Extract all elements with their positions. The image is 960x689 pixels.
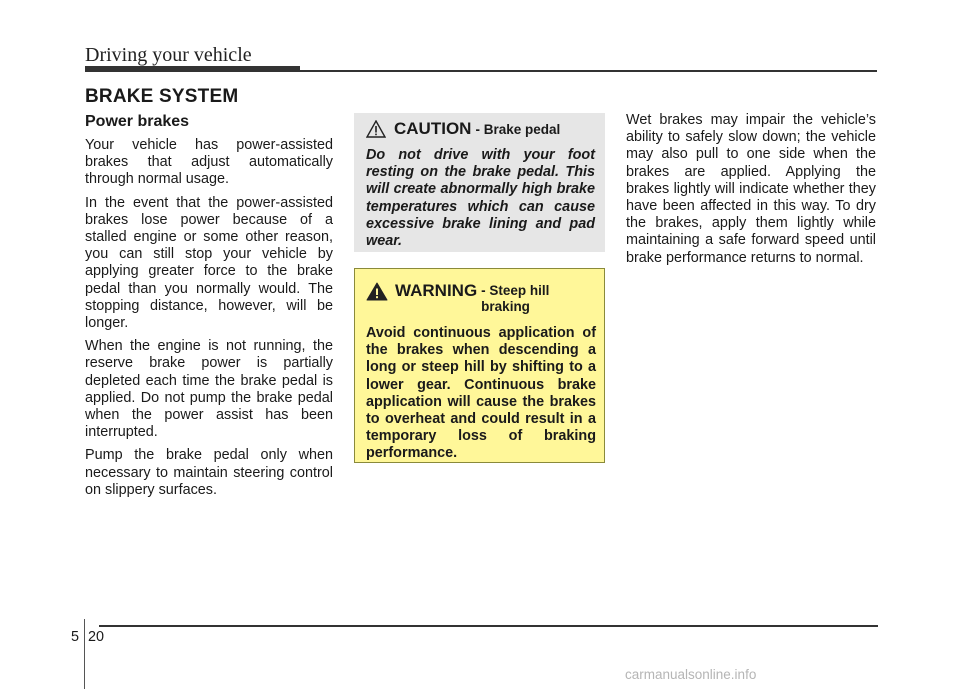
paragraph: Wet brakes may impair the vehicle’s ability to safely slow down; the vehicle may also pull to one side when the brakes are applied. Applying the brakes lightly will indicate whether they have been affected in this way. To dry the brakes, apply them lightly while maintaining a safe forward speed until brake performance returns to normal. xyxy=(626,112,876,266)
paragraph: When the engine is not running, the reserve brake power is partially depleted each time the brake pedal is applied. Do not pump the brake pedal when the power assist has been interrupted. xyxy=(85,338,333,441)
caution-triangle-icon xyxy=(366,120,386,138)
section-title: BRAKE SYSTEM xyxy=(85,86,239,107)
footer-divider xyxy=(84,619,85,689)
caution-header xyxy=(366,119,595,139)
warning-label: WARNING xyxy=(395,281,478,300)
left-column xyxy=(85,112,333,505)
warning-triangle-icon xyxy=(366,282,388,301)
warning-header xyxy=(366,281,596,315)
paragraph: In the event that the power-assisted brakes lose power because of a stalled engine or some other reason, you can still stop your vehicle by applying greater force to the brake pedal than you normally would. The stopping distance, however, will be longer. xyxy=(85,194,333,332)
header-rule-thick xyxy=(85,66,300,72)
power-brakes-heading: Power brakes xyxy=(85,113,190,130)
header-rule-thin xyxy=(300,70,877,72)
caution-subtitle: - Brake pedal xyxy=(475,121,561,137)
caution-text: Do not drive with your foot resting on the brake pedal. This will create abnormally high brake temperatures which can cause excessive brake lining and pad wear. xyxy=(366,147,595,250)
warning-text: Avoid continuous application of the brakes when descending a long or steep hill by shifting to a lower gear. Continuous brake application will cause the brakes to overheat and could result in a temporary loss of braking performance. xyxy=(366,325,596,462)
caution-box xyxy=(354,113,605,252)
footer-rule xyxy=(99,625,878,627)
warning-box xyxy=(354,268,605,463)
warning-subtitle: - Steep hill braking xyxy=(481,283,550,314)
caution-label: CAUTION xyxy=(394,119,472,138)
chapter-number: 5 xyxy=(71,629,80,645)
watermark: carmanualsonline.info xyxy=(625,667,757,682)
page-number: 20 xyxy=(88,629,105,645)
header-title: Driving your vehicle xyxy=(85,44,252,66)
right-column xyxy=(626,112,876,273)
paragraph: Pump the brake pedal only when necessary to maintain steering control on slippery surfaces. xyxy=(85,447,333,498)
paragraph: Your vehicle has power-assisted brakes that adjust automatically through normal usage. xyxy=(85,137,333,188)
